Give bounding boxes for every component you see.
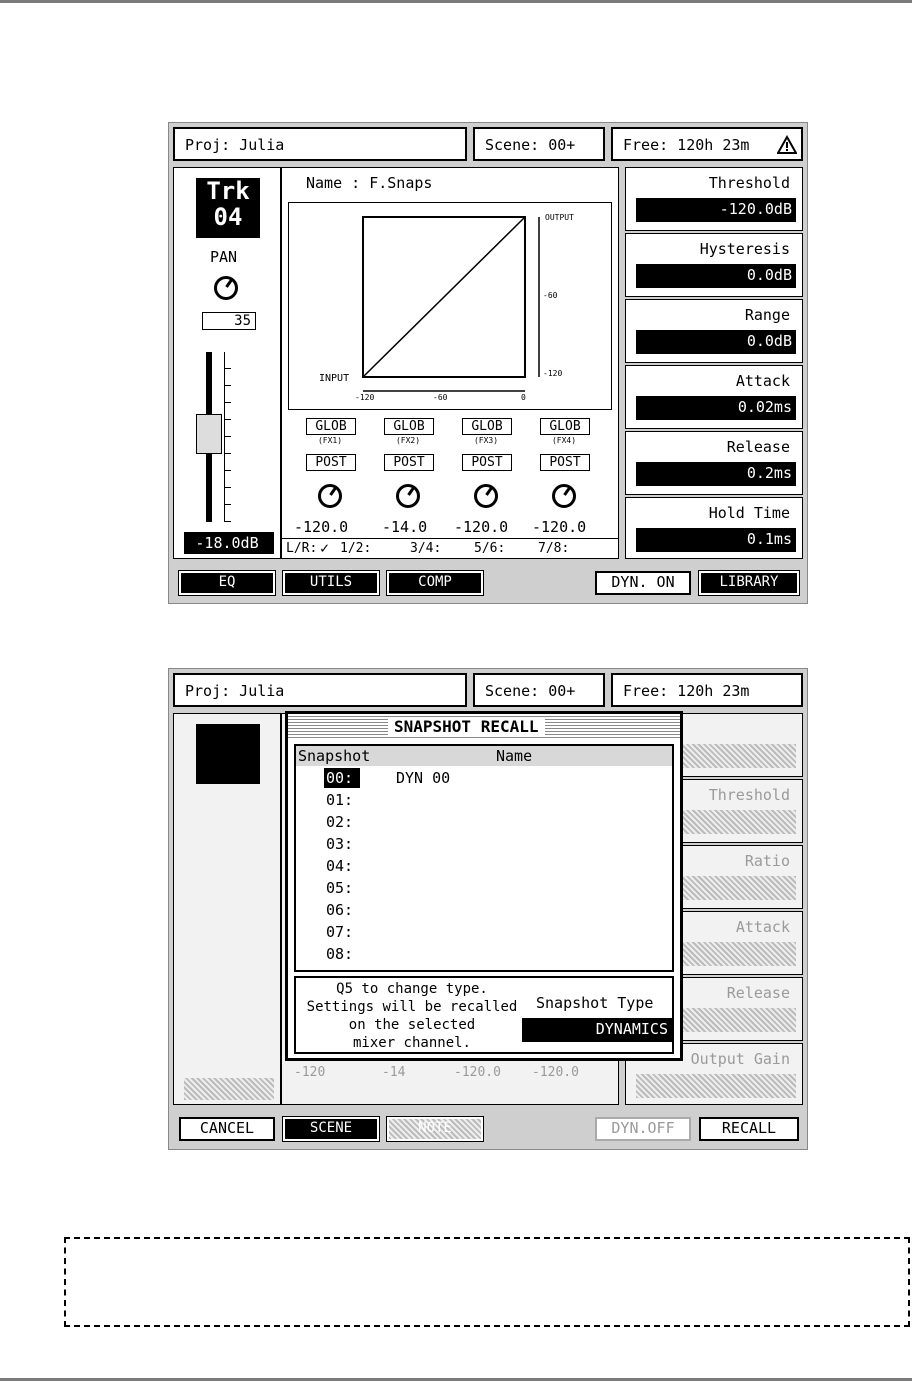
bg-param-output-gain: Output Gain <box>690 1050 790 1068</box>
dialog-title-bar <box>288 714 680 740</box>
scene-box <box>473 127 605 161</box>
scene-button[interactable]: SCENE <box>283 1117 379 1141</box>
track-number: 04 <box>213 203 243 231</box>
param-hysteresis-label: Hysteresis <box>699 240 790 258</box>
list-item-num[interactable]: 04: <box>326 857 354 875</box>
dialog-footer <box>294 976 674 1054</box>
recall-button[interactable]: RECALL <box>699 1117 799 1141</box>
utils-button[interactable]: UTILS <box>283 571 379 595</box>
cancel-button[interactable]: CANCEL <box>179 1117 275 1141</box>
axis-y-mid: -60 <box>543 291 558 300</box>
free-time-label: Free: 120h 23m <box>623 136 750 154</box>
fx4-knob[interactable] <box>552 484 576 508</box>
snapshot-type-value[interactable]: DYNAMICS <box>522 1018 672 1042</box>
param-range[interactable] <box>625 299 803 363</box>
fx3-glob[interactable]: GLOB <box>462 418 512 435</box>
snapshot-type-label: Snapshot Type <box>536 994 654 1012</box>
help-line-3: on the selected <box>348 1017 476 1033</box>
fx2-knob[interactable] <box>396 484 420 508</box>
axis-x-mid: -60 <box>433 393 448 402</box>
fx3-value: -120.0 <box>454 518 509 536</box>
fx1-post[interactable]: POST <box>306 454 356 471</box>
fx4-label: (FX4) <box>551 436 577 445</box>
fader-value-dimmed <box>184 1078 274 1100</box>
list-item-num[interactable]: 05: <box>326 879 354 897</box>
fx1-label: (FX1) <box>317 436 343 445</box>
param-attack[interactable] <box>625 365 803 429</box>
fx3-label: (FX3) <box>473 436 499 445</box>
snapshot-recall-dialog <box>285 711 683 1061</box>
param-hold-time-value[interactable]: 0.1ms <box>636 528 796 552</box>
input-label: INPUT <box>319 373 350 384</box>
column-name: Name <box>496 747 533 765</box>
list-header <box>296 746 672 766</box>
column-snapshot: Snapshot <box>298 747 371 765</box>
list-item-num[interactable]: 07: <box>326 923 354 941</box>
routing-34[interactable]: 3/4: <box>410 541 442 556</box>
project-box <box>173 673 467 707</box>
note-box <box>64 1237 910 1327</box>
fx4-value: -120.0 <box>532 518 587 536</box>
output-label: OUTPUT <box>545 213 574 222</box>
list-item-num[interactable]: 00: <box>326 769 354 787</box>
fx4-glob[interactable]: GLOB <box>540 418 590 435</box>
pan-knob[interactable] <box>214 276 238 300</box>
scene-label: Scene: 00+ <box>485 682 576 700</box>
help-text <box>298 980 526 1052</box>
project-box <box>173 127 467 161</box>
project-label: Proj: Julia <box>185 136 285 154</box>
project-label: Proj: Julia <box>185 682 285 700</box>
fx4-post[interactable]: POST <box>540 454 590 471</box>
snapshot-list[interactable] <box>294 744 674 972</box>
free-time-label: Free: 120h 23m <box>623 682 750 700</box>
fx2-glob[interactable]: GLOB <box>384 418 434 435</box>
fx1-glob[interactable]: GLOB <box>306 418 356 435</box>
fader-value: -18.0dB <box>184 532 274 554</box>
note-button: NOTE <box>387 1117 483 1141</box>
bg-param-attack: Attack <box>735 918 790 936</box>
dynamics-screen <box>168 122 808 604</box>
param-hold-time[interactable] <box>625 497 803 559</box>
free-box <box>611 673 803 707</box>
routing-row <box>282 538 618 559</box>
help-line-4: mixer channel. <box>352 1035 471 1051</box>
param-hold-time-label: Hold Time <box>708 504 790 522</box>
track-id-dimmed <box>196 724 260 784</box>
help-line-1: Q5 to change type. <box>336 981 488 997</box>
axis-x-max: 0 <box>521 393 526 402</box>
scene-box <box>473 673 605 707</box>
param-release-label: Release <box>726 438 790 456</box>
snapshot-recall-screen <box>168 668 808 1150</box>
fader-handle[interactable] <box>196 414 222 454</box>
list-item-num[interactable]: 03: <box>326 835 354 853</box>
scene-label: Scene: 00+ <box>485 136 576 154</box>
comp-button[interactable]: COMP <box>387 571 483 595</box>
fx3-post[interactable]: POST <box>462 454 512 471</box>
snapshot-name: Name : F.Snaps <box>306 174 433 192</box>
routing-lr[interactable]: L/R: <box>286 541 318 556</box>
list-item-num[interactable]: 08: <box>326 945 354 963</box>
list-item-num[interactable]: 06: <box>326 901 354 919</box>
param-range-label: Range <box>744 306 790 324</box>
dyn-on-button[interactable]: DYN. ON <box>595 571 691 595</box>
bg-param-ratio: Ratio <box>744 852 790 870</box>
eq-button[interactable]: EQ <box>179 571 275 595</box>
check-icon: ✓ <box>320 539 330 557</box>
axis-x-min: -120 <box>355 393 375 402</box>
list-item-num[interactable]: 01: <box>326 791 354 809</box>
bottom-rule <box>0 1378 912 1381</box>
param-release[interactable] <box>625 431 803 495</box>
list-item-name[interactable]: DYN 00 <box>396 769 451 787</box>
top-rule <box>0 0 912 3</box>
fx2-post[interactable]: POST <box>384 454 434 471</box>
bg-param-threshold: Threshold <box>708 786 790 804</box>
warning-icon <box>777 135 797 155</box>
dyn-off-button: DYN.OFF <box>595 1117 691 1141</box>
fx2-label: (FX2) <box>395 436 421 445</box>
param-hysteresis[interactable] <box>625 233 803 297</box>
routing-12[interactable]: 1/2: <box>340 541 372 556</box>
channel-strip <box>173 167 281 559</box>
fx1-knob[interactable] <box>318 484 342 508</box>
param-threshold[interactable] <box>625 167 803 231</box>
pan-value[interactable]: 35 <box>202 312 256 330</box>
transfer-graph <box>288 202 612 410</box>
fx1-value: -120.0 <box>294 518 349 536</box>
dialog-title: SNAPSHOT RECALL <box>388 717 545 736</box>
bg-fx2-value: -14 <box>382 1065 406 1080</box>
list-item-num[interactable]: 02: <box>326 813 354 831</box>
center-panel <box>281 167 619 559</box>
bg-fx3-value: -120.0 <box>454 1065 501 1080</box>
param-hysteresis-value[interactable]: 0.0dB <box>636 264 796 288</box>
routing-56[interactable]: 5/6: <box>474 541 506 556</box>
param-range-value[interactable]: 0.0dB <box>636 330 796 354</box>
bg-fx1-value: -120 <box>294 1065 326 1080</box>
param-threshold-value[interactable]: -120.0dB <box>636 198 796 222</box>
bg-fx4-value: -120.0 <box>532 1065 579 1080</box>
help-line-2: Settings will be recalled <box>306 999 518 1015</box>
track-label: Trk <box>206 177 250 205</box>
fader-scale <box>224 352 231 522</box>
param-attack-value[interactable]: 0.02ms <box>636 396 796 420</box>
param-release-value[interactable]: 0.2ms <box>636 462 796 486</box>
param-threshold-label: Threshold <box>708 174 790 192</box>
track-id <box>196 178 260 238</box>
fx2-value: -14.0 <box>382 518 428 536</box>
param-attack-label: Attack <box>735 372 790 390</box>
pan-label: PAN <box>210 248 238 266</box>
bg-param-release: Release <box>726 984 790 1002</box>
library-button[interactable]: LIBRARY <box>699 571 799 595</box>
channel-strip-dimmed <box>173 713 281 1105</box>
routing-78[interactable]: 7/8: <box>538 541 570 556</box>
axis-y-min: -120 <box>543 369 563 378</box>
fx3-knob[interactable] <box>474 484 498 508</box>
free-box <box>611 127 803 161</box>
